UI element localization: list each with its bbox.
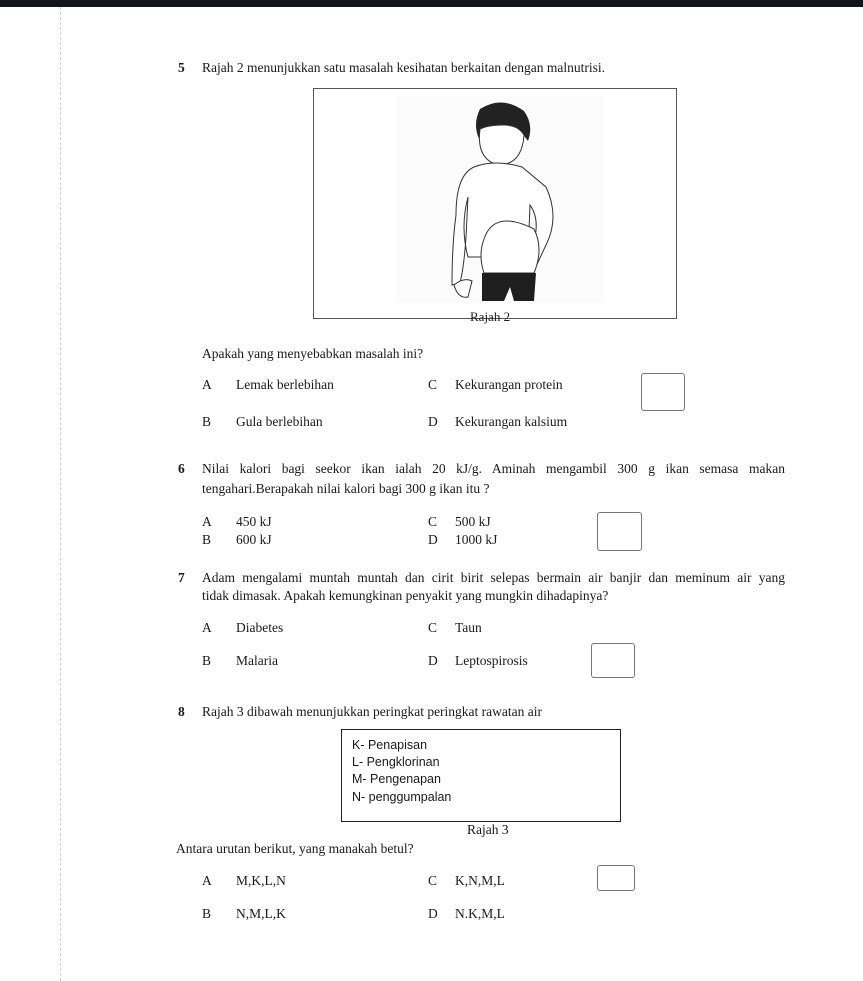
figure-caption: Rajah 3 [467,822,509,837]
answer-box[interactable] [591,643,635,678]
option-letter: C [428,514,438,529]
option-letter: B [202,414,212,429]
option-text: 600 kJ [236,532,272,547]
question-prompt: Antara urutan berikut, yang manakah betul? [176,841,414,856]
malnourished-boy-illustration [314,89,676,318]
figure-rajah-2 [313,88,677,319]
option-letter: D [428,532,438,547]
question-stem: Rajah 3 dibawah menunjukkan peringkat peringkat rawatan air [202,704,543,719]
answer-box[interactable] [597,865,635,891]
option-letter: D [428,414,438,429]
question-stem: Nilai kalori bagi seekor ikan ialah 20 kJ/g. Aminah mengambil 300 g ikan semasa makan [202,461,785,476]
figure-item: K- Penapisan [352,738,428,752]
option-letter: C [428,620,438,635]
option-text: 1000 kJ [455,532,498,547]
question-number: 6 [178,461,185,476]
question-prompt: Apakah yang menyebabkan masalah ini? [202,346,424,361]
option-letter: C [428,873,438,888]
option-text: Taun [455,620,482,635]
option-letter: D [428,653,438,668]
option-text: Leptospirosis [455,653,528,668]
question-stem: tidak dimasak. Apakah kemungkinan penyakit yang mungkin dihadapinya? [202,588,609,603]
question-stem: tengahari.Berapakah nilai kalori bagi 300 g ikan itu ? [202,481,490,496]
viewer-top-bar [0,0,863,7]
option-text: 450 kJ [236,514,272,529]
answer-box[interactable] [641,373,685,411]
question-stem: Rajah 2 menunjukkan satu masalah kesihatan berkaitan dengan malnutrisi. [202,60,606,75]
option-text: Kekurangan protein [455,377,563,392]
option-letter: A [202,873,212,888]
option-text: Diabetes [236,620,284,635]
option-text: M,K,L,N [236,873,286,888]
option-text: Lemak berlebihan [236,377,334,392]
option-letter: B [202,906,212,921]
option-text: Gula berlebihan [236,414,323,429]
page-margin-line [60,7,61,981]
option-letter: A [202,620,212,635]
option-letter: A [202,377,212,392]
option-letter: A [202,514,212,529]
option-text: N,M,L,K [236,906,286,921]
option-text: K,N,M,L [455,873,505,888]
option-letter: B [202,532,212,547]
figure-caption: Rajah 2 [470,309,511,324]
option-text: N.K,M,L [455,906,505,921]
question-number: 8 [178,704,185,719]
option-letter: D [428,906,438,921]
question-stem: Adam mengalami muntah muntah dan cirit birit selepas bermain air banjir dan meminum air yang [202,570,785,585]
answer-box[interactable] [597,512,642,551]
figure-item: L- Pengklorinan [352,755,440,769]
figure-item: M- Pengenapan [352,772,441,786]
option-letter: C [428,377,438,392]
figure-item: N- penggumpalan [352,790,452,804]
option-text: Malaria [236,653,278,668]
option-letter: B [202,653,212,668]
question-number: 7 [178,570,185,585]
option-text: 500 kJ [455,514,491,529]
option-text: Kekurangan kalsium [455,414,568,429]
figure-rajah-3 [341,729,621,822]
question-number: 5 [178,60,185,75]
